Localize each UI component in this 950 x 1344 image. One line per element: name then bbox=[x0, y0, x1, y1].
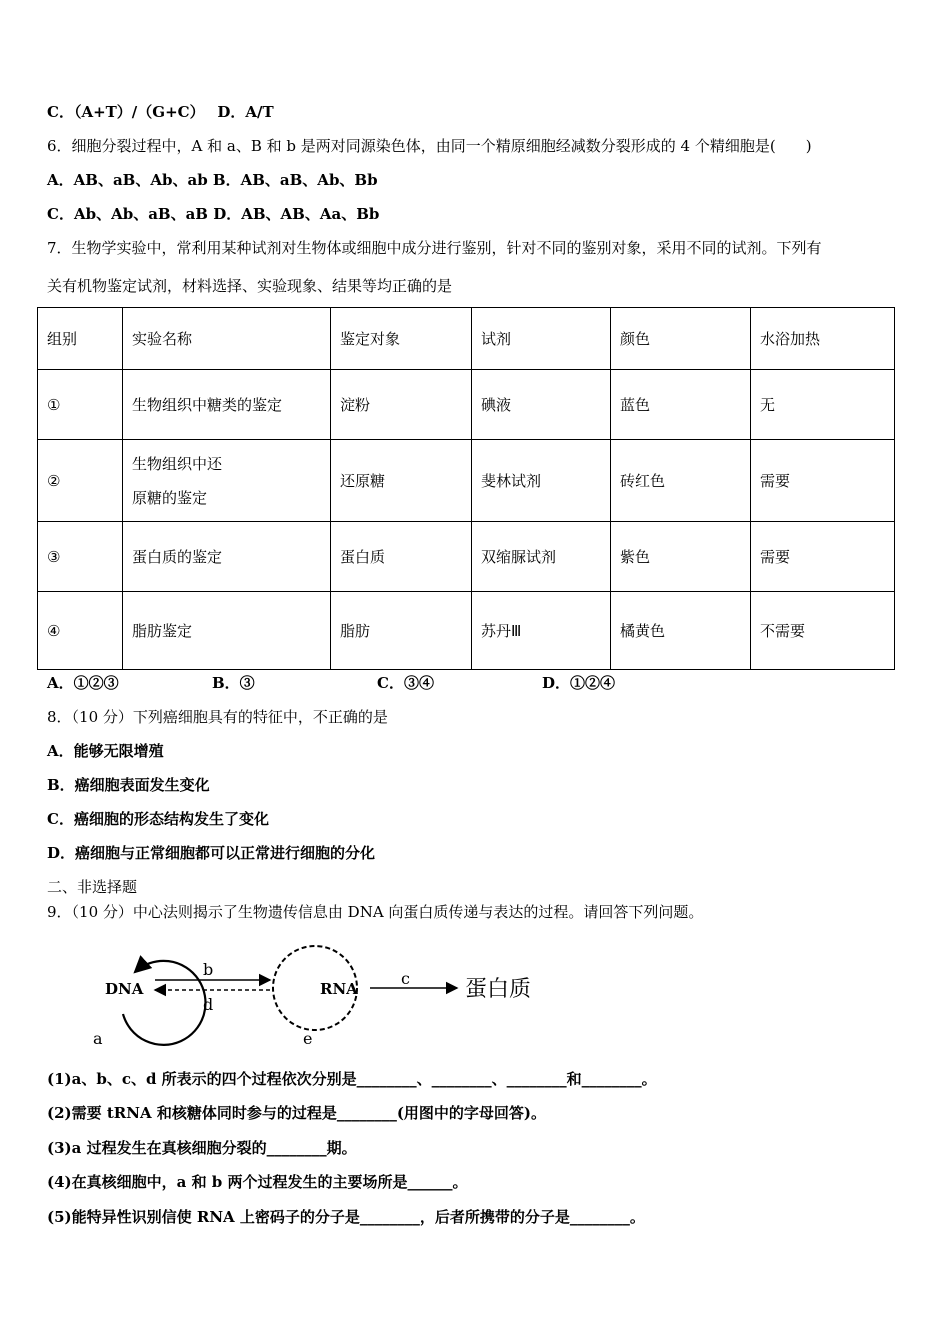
q7-option-c: C．③④ bbox=[377, 674, 434, 692]
table-header-cell: 试剂 bbox=[472, 308, 611, 370]
q8-option-b: B．癌细胞表面发生变化 bbox=[47, 776, 210, 794]
table-row bbox=[38, 370, 895, 440]
table-cell: ② bbox=[38, 440, 123, 522]
table-row bbox=[38, 522, 895, 592]
table-cell: 蛋白质的鉴定 bbox=[123, 522, 331, 592]
label-d: d bbox=[203, 995, 214, 1014]
table-cell: 蛋白质 bbox=[331, 522, 472, 592]
table-row bbox=[38, 592, 895, 670]
table-cell: 斐林试剂 bbox=[472, 440, 611, 522]
section-heading: 二、非选择题 bbox=[47, 878, 138, 896]
q9-sub4: (4)在真核细胞中，a 和 b 两个过程发生的主要场所是______。 bbox=[47, 1173, 468, 1191]
table-cell-line: 生物组织中还 bbox=[132, 454, 223, 473]
q6-options-ab: A．AB、aB、Ab、ab B．AB、aB、Ab、Bb bbox=[47, 171, 378, 189]
table-cell: 脂肪鉴定 bbox=[123, 592, 331, 670]
table-cell bbox=[123, 440, 331, 522]
q8-option-d: D．癌细胞与正常细胞都可以正常进行细胞的分化 bbox=[47, 844, 376, 862]
label-c: c bbox=[401, 969, 410, 988]
q7-option-a: A．①②③ bbox=[47, 674, 119, 692]
q7-stem-line1: 7．生物学实验中，常利用某种试剂对生物体或细胞中成分进行鉴别，针对不同的鉴别对象，采用不同的试剂。下列有 bbox=[47, 239, 822, 257]
table-cell: 不需要 bbox=[751, 592, 895, 670]
q8-option-c: C．癌细胞的形态结构发生了变化 bbox=[47, 810, 269, 828]
q6-stem: 6．细胞分裂过程中，A 和 a、B 和 b 是两对同源染色体，由同一个精原细胞经减数分裂形成的 4 个精细胞是( ) bbox=[47, 137, 812, 155]
table-cell: 无 bbox=[751, 370, 895, 440]
table-header-row bbox=[38, 308, 895, 370]
table-cell: 需要 bbox=[751, 522, 895, 592]
protein-label: 蛋白质 bbox=[465, 977, 532, 1002]
q7-option-d: D．①②④ bbox=[542, 674, 616, 692]
table-cell: 蓝色 bbox=[611, 370, 751, 440]
table-cell: 淀粉 bbox=[331, 370, 472, 440]
q9-sub2: (2)需要 tRNA 和核糖体同时参与的过程是________(用图中的字母回答)。 bbox=[47, 1104, 547, 1122]
q9-stem: 9．（10 分）中心法则揭示了生物遗传信息由 DNA 向蛋白质传递与表达的过程。请回答下列问题。 bbox=[47, 903, 704, 921]
table-cell: 双缩脲试剂 bbox=[472, 522, 611, 592]
dna-label: DNA bbox=[105, 980, 144, 998]
table-cell: 苏丹Ⅲ bbox=[472, 592, 611, 670]
table-cell: 橘黄色 bbox=[611, 592, 751, 670]
table-cell: ③ bbox=[38, 522, 123, 592]
label-a: a bbox=[93, 1029, 103, 1048]
table-cell: 碘液 bbox=[472, 370, 611, 440]
table-cell: 砖红色 bbox=[611, 440, 751, 522]
q5-options: C．（A+T）/（G+C） D．A/T bbox=[47, 103, 274, 121]
q9-sub5: (5)能特异性识别信使 RNA 上密码子的分子是________，后者所携带的分子是________。 bbox=[47, 1208, 645, 1226]
label-e: e bbox=[303, 1029, 313, 1048]
table-cell: 生物组织中糖类的鉴定 bbox=[123, 370, 331, 440]
table-cell: ④ bbox=[38, 592, 123, 670]
table-cell-line: 原糖的鉴定 bbox=[132, 488, 208, 507]
table-header-cell: 组别 bbox=[38, 308, 123, 370]
q8-stem: 8．（10 分）下列癌细胞具有的特征中，不正确的是 bbox=[47, 708, 388, 726]
table-header-cell: 颜色 bbox=[611, 308, 751, 370]
table-row bbox=[38, 440, 895, 522]
experiment-table bbox=[37, 307, 895, 670]
table-cell: 脂肪 bbox=[331, 592, 472, 670]
q7-option-b: B．③ bbox=[212, 674, 255, 692]
table-header-cell: 实验名称 bbox=[123, 308, 331, 370]
table-cell: ① bbox=[38, 370, 123, 440]
label-b: b bbox=[203, 960, 214, 979]
table-cell: 紫色 bbox=[611, 522, 751, 592]
table-header-cell: 鉴定对象 bbox=[331, 308, 472, 370]
q9-sub1: (1)a、b、c、d 所表示的四个过程依次分别是________、________、________和________。 bbox=[47, 1070, 657, 1088]
replication-loop bbox=[123, 961, 205, 1045]
table-cell: 需要 bbox=[751, 440, 895, 522]
q6-options-cd: C．Ab、Ab、aB、aB D．AB、AB、Aa、Bb bbox=[47, 205, 380, 223]
central-dogma-diagram bbox=[45, 930, 565, 1050]
table-header-cell: 水浴加热 bbox=[751, 308, 895, 370]
q7-stem-line2: 关有机物鉴定试剂，材料选择、实验现象、结果等均正确的是 bbox=[47, 277, 453, 295]
table-cell: 还原糖 bbox=[331, 440, 472, 522]
rna-label: RNA bbox=[320, 980, 358, 998]
q8-option-a: A．能够无限增殖 bbox=[47, 742, 164, 760]
q9-sub3: (3)a 过程发生在真核细胞分裂的________期。 bbox=[47, 1139, 357, 1157]
